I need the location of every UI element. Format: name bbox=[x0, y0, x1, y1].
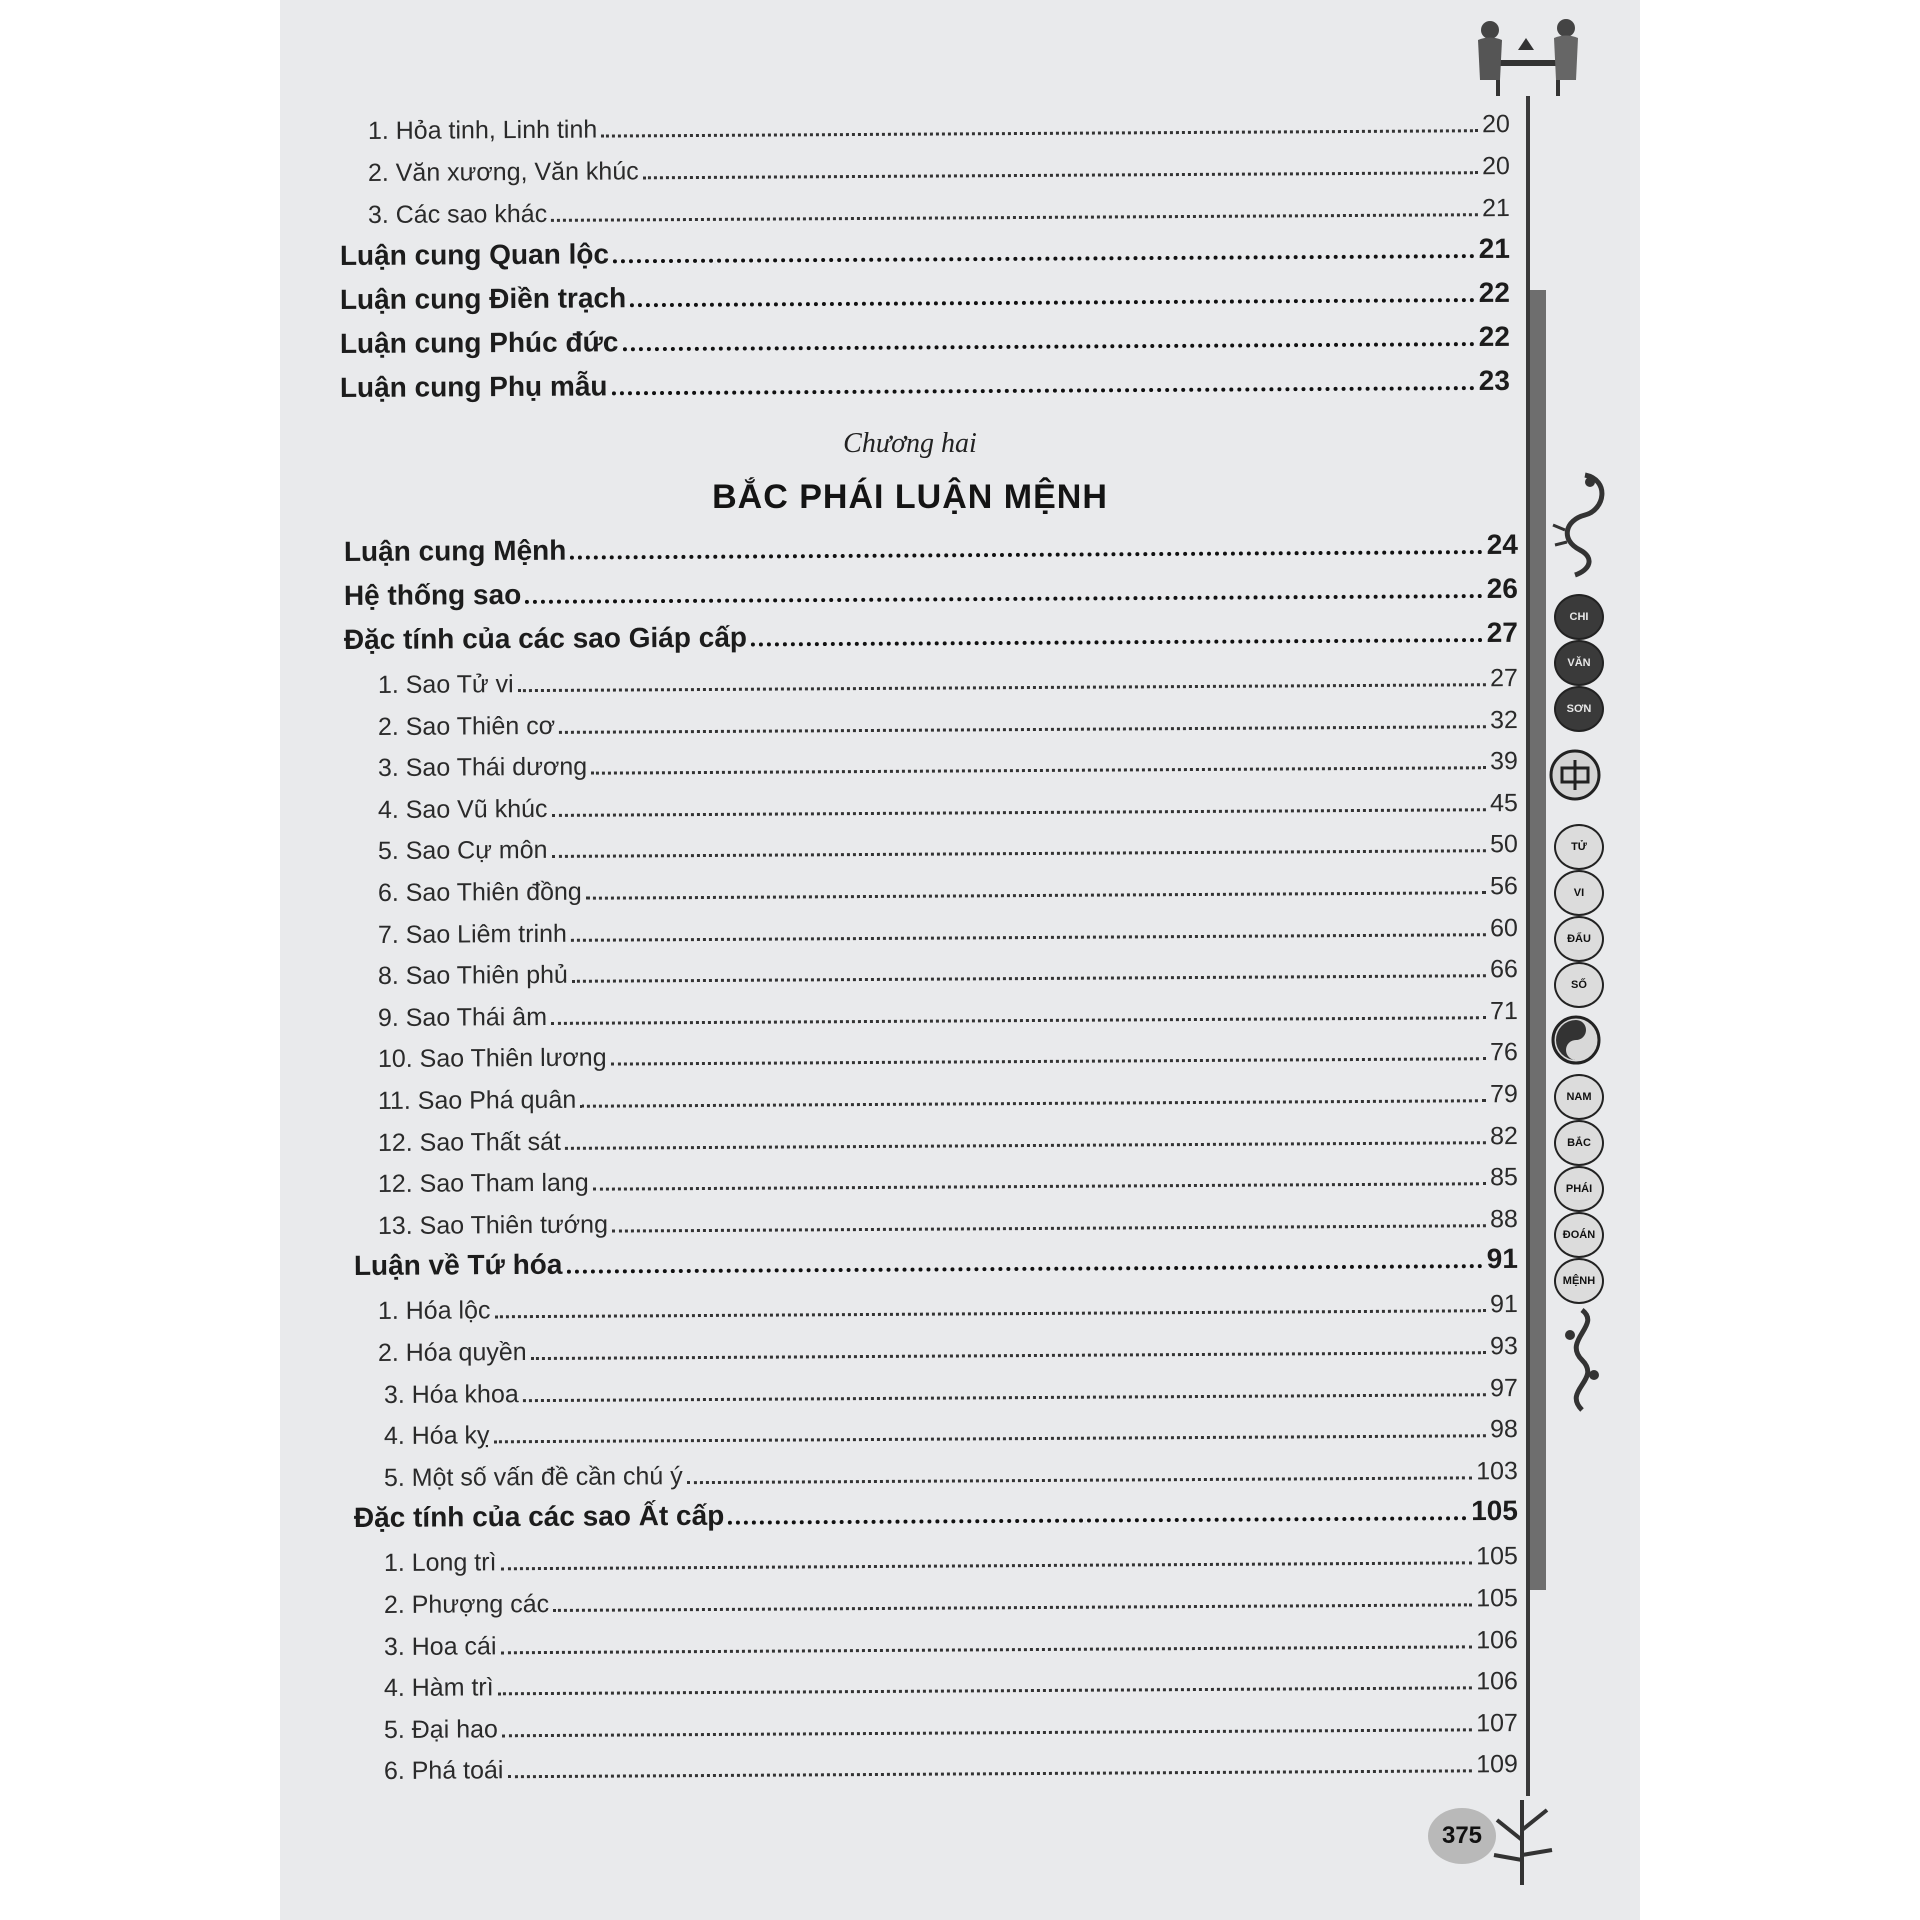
dot-leader bbox=[593, 1182, 1486, 1190]
toc-heading-row bbox=[340, 231, 1510, 272]
toc-entry-title: Đặc tính của các sao Giáp cấp bbox=[343, 621, 748, 655]
dot-leader bbox=[553, 1603, 1472, 1612]
toc-entry-row bbox=[384, 1621, 1518, 1662]
dot-leader bbox=[571, 933, 1486, 942]
side-badge: MỆNH bbox=[1554, 1258, 1604, 1304]
toc-page-number: 105 bbox=[1471, 1495, 1518, 1527]
toc-page-number: 82 bbox=[1489, 1121, 1518, 1150]
toc-entry-row bbox=[384, 1662, 1518, 1703]
side-badge: CHI bbox=[1554, 594, 1604, 640]
toc-entry-title: 1. Sao Tử vi bbox=[377, 670, 514, 699]
dot-leader bbox=[531, 1351, 1486, 1360]
side-badge: VĂN bbox=[1554, 640, 1604, 686]
toc-page-number: 20 bbox=[1481, 110, 1510, 139]
dot-leader bbox=[622, 342, 1474, 351]
dot-leader bbox=[643, 171, 1478, 179]
dot-leader bbox=[551, 213, 1478, 222]
toc-entry-title: 12. Sao Tham lang bbox=[377, 1168, 589, 1199]
side-badge: SƠN bbox=[1554, 686, 1604, 732]
dot-leader bbox=[601, 129, 1478, 137]
toc-entry-title: Luận cung Mệnh bbox=[343, 534, 567, 567]
toc-heading-row bbox=[354, 1241, 1518, 1282]
toc-page-number: 24 bbox=[1486, 528, 1518, 561]
toc-entry-title: Luận về Tứ hóa bbox=[353, 1249, 563, 1282]
toc-page-number: 109 bbox=[1476, 1750, 1518, 1779]
toc-entry-row bbox=[378, 1075, 1518, 1116]
toc-entry-title: 2. Sao Thiên cơ bbox=[377, 711, 556, 741]
toc-page-number: 26 bbox=[1486, 572, 1518, 605]
toc-entry-row bbox=[378, 659, 1518, 700]
toc-entry-title: 2. Hóa quyền bbox=[377, 1338, 527, 1367]
dot-leader bbox=[551, 808, 1486, 817]
dot-leader bbox=[611, 386, 1474, 395]
dot-leader bbox=[565, 1141, 1486, 1150]
chapter-label: Chương hai bbox=[843, 428, 977, 459]
toc-entry-title: Luận cung Điền trạch bbox=[339, 282, 627, 316]
toc-page-number: 27 bbox=[1486, 616, 1518, 649]
toc-entry-row bbox=[378, 950, 1518, 991]
toc-page-number: 106 bbox=[1476, 1667, 1518, 1696]
toc-page-number: 106 bbox=[1476, 1625, 1518, 1654]
toc-entry-title: Hệ thống sao bbox=[343, 578, 522, 611]
toc-entry-row bbox=[378, 1158, 1518, 1199]
toc-entry-row bbox=[368, 147, 1510, 188]
toc-page-number: 98 bbox=[1489, 1415, 1518, 1444]
side-badge: ĐẨU bbox=[1554, 916, 1604, 962]
toc-entry-title: 10. Sao Thiên lương bbox=[377, 1043, 607, 1074]
toc-page-number: 60 bbox=[1489, 913, 1518, 942]
toc-page-number: 71 bbox=[1489, 996, 1518, 1026]
toc-page-number: 23 bbox=[1478, 364, 1510, 397]
dot-leader bbox=[498, 1687, 1473, 1696]
dot-leader bbox=[612, 1224, 1486, 1232]
toc-entry-row bbox=[378, 1200, 1518, 1241]
dot-leader bbox=[559, 725, 1486, 734]
toc-page-number: 107 bbox=[1476, 1708, 1518, 1738]
toc-entry-title: 8. Sao Thiên phủ bbox=[377, 961, 568, 991]
toc-page-number: 39 bbox=[1489, 747, 1518, 776]
side-badge: NAM bbox=[1554, 1074, 1604, 1120]
toc-heading-row bbox=[344, 571, 1518, 612]
toc-entry-row bbox=[378, 909, 1518, 950]
toc-page-number: 45 bbox=[1489, 788, 1518, 818]
dot-leader bbox=[523, 1393, 1486, 1402]
chapter-title: BẮC PHÁI LUẬN MỆNH bbox=[712, 478, 1108, 516]
toc-entry-row bbox=[378, 1117, 1518, 1158]
toc-page-number: 21 bbox=[1481, 194, 1510, 223]
toc-page-number: 32 bbox=[1489, 705, 1518, 734]
toc-page-number: 91 bbox=[1489, 1290, 1518, 1319]
toc-page-number: 21 bbox=[1478, 232, 1510, 265]
dot-leader bbox=[551, 1016, 1486, 1025]
dot-leader bbox=[507, 1770, 1472, 1779]
toc-heading-row bbox=[340, 319, 1510, 360]
dot-leader bbox=[611, 1058, 1487, 1066]
toc-entry-title: 3. Sao Thái dương bbox=[377, 752, 588, 783]
dot-leader bbox=[751, 638, 1483, 646]
toc-entry-row bbox=[384, 1452, 1518, 1493]
toc-page-number: 20 bbox=[1481, 152, 1510, 181]
toc-page-number: 22 bbox=[1478, 276, 1510, 309]
toc-page-number: 22 bbox=[1478, 320, 1510, 353]
toc-entry-title: 9. Sao Thái âm bbox=[377, 1002, 548, 1032]
toc-heading-row bbox=[354, 1493, 1518, 1534]
toc-entry-title: Luận cung Phúc đức bbox=[339, 326, 619, 360]
toc-page-number: 56 bbox=[1489, 872, 1518, 901]
toc-page-number: 27 bbox=[1489, 664, 1518, 693]
dot-leader bbox=[570, 550, 1482, 560]
dot-leader bbox=[552, 850, 1487, 859]
toc-entry-title: Luận cung Quan lộc bbox=[339, 238, 610, 272]
toc-entry-row bbox=[378, 1033, 1518, 1074]
toc-page-number: 76 bbox=[1489, 1038, 1518, 1067]
toc-entry-row bbox=[378, 1327, 1518, 1368]
toc-entry-title: 4. Hóa kỵ bbox=[383, 1421, 490, 1451]
toc-entry-title: 1. Long trì bbox=[383, 1548, 497, 1578]
dot-leader bbox=[500, 1645, 1472, 1654]
toc-entry-row bbox=[384, 1579, 1518, 1620]
toc-heading-row bbox=[340, 363, 1510, 404]
toc-page-number: 105 bbox=[1476, 1584, 1518, 1613]
dot-leader bbox=[687, 1476, 1473, 1484]
toc-page-number: 50 bbox=[1489, 830, 1518, 859]
toc-page-number: 105 bbox=[1476, 1542, 1518, 1571]
toc-heading-row bbox=[344, 527, 1518, 568]
toc-entry-row bbox=[368, 189, 1510, 230]
toc-entry-title: 6. Sao Thiên đồng bbox=[377, 877, 582, 907]
toc-entry-title: 7. Sao Liêm trinh bbox=[377, 919, 567, 949]
toc-entry-row bbox=[384, 1704, 1518, 1745]
toc-page-number: 97 bbox=[1489, 1373, 1518, 1402]
dot-leader bbox=[591, 766, 1486, 774]
side-badge: TỬ bbox=[1554, 824, 1604, 870]
toc-page-number: 88 bbox=[1489, 1204, 1518, 1234]
toc-entry-title: 3. Hoa cái bbox=[383, 1631, 497, 1661]
toc-entry-title: 5. Đại hao bbox=[383, 1715, 498, 1744]
toc-entry-row bbox=[384, 1537, 1518, 1578]
toc-entry-title: 13. Sao Thiên tướng bbox=[377, 1210, 609, 1240]
dot-leader bbox=[613, 254, 1475, 263]
toc-entry-title: 12. Sao Thất sát bbox=[377, 1127, 561, 1157]
toc-entry-row bbox=[384, 1745, 1518, 1786]
side-badge: SỐ bbox=[1554, 962, 1604, 1008]
toc-page-number: 66 bbox=[1489, 955, 1518, 984]
dot-leader bbox=[525, 594, 1483, 604]
toc-entry-title: 5. Sao Cự môn bbox=[377, 836, 548, 866]
dot-leader bbox=[572, 974, 1486, 983]
toc-entry-row bbox=[384, 1369, 1518, 1410]
toc-entry-row bbox=[378, 867, 1518, 908]
dot-leader bbox=[494, 1434, 1487, 1443]
page-number: 375 bbox=[1428, 1808, 1496, 1864]
toc-entry-title: 1. Hóa lộc bbox=[377, 1296, 491, 1326]
toc-page-number: 91 bbox=[1486, 1243, 1518, 1275]
toc-entry-title: 1. Hỏa tinh, Linh tinh bbox=[367, 115, 598, 146]
toc-entry-row bbox=[378, 742, 1518, 783]
toc-heading-row bbox=[344, 615, 1518, 656]
side-badge: ĐOÁN bbox=[1554, 1212, 1604, 1258]
toc-heading-row bbox=[340, 275, 1510, 316]
dot-leader bbox=[501, 1562, 1473, 1571]
side-badge: VI bbox=[1554, 870, 1604, 916]
dot-leader bbox=[502, 1728, 1472, 1737]
toc-page-number: 85 bbox=[1489, 1163, 1518, 1192]
toc-entry-row bbox=[378, 825, 1518, 866]
dot-leader bbox=[494, 1310, 1486, 1319]
toc-entry-row bbox=[378, 992, 1518, 1033]
dot-leader bbox=[586, 891, 1486, 899]
toc-entry-title: 6. Phá toái bbox=[383, 1756, 504, 1786]
toc-entry-title: Luận cung Phụ mẫu bbox=[339, 370, 608, 404]
toc-entry-title: 3. Các sao khác bbox=[367, 199, 548, 230]
toc-entry-row bbox=[378, 784, 1518, 825]
toc-entry-title: 2. Phượng các bbox=[383, 1589, 550, 1619]
dot-leader bbox=[630, 298, 1475, 307]
toc-entry-title: Đặc tính của các sao Ất cấp bbox=[353, 1500, 725, 1534]
toc-entry-title: 5. Một số vấn đề cần chú ý bbox=[383, 1461, 683, 1492]
toc-entry-row bbox=[384, 1410, 1518, 1451]
toc-entry-title: 11. Sao Phá quân bbox=[377, 1085, 577, 1115]
dot-leader bbox=[566, 1264, 1482, 1274]
side-badge: BẮC bbox=[1554, 1120, 1604, 1166]
toc-page-number: 93 bbox=[1489, 1332, 1518, 1361]
toc-page-number: 79 bbox=[1489, 1080, 1518, 1109]
dot-leader bbox=[518, 683, 1486, 692]
toc-entry-title: 2. Văn xương, Văn khúc bbox=[367, 157, 639, 188]
toc-entry-row bbox=[368, 105, 1510, 146]
toc-entry-title: 4. Hàm trì bbox=[383, 1673, 494, 1703]
toc-entry-row bbox=[378, 1285, 1518, 1326]
toc-page-number: 103 bbox=[1476, 1456, 1518, 1486]
toc-entry-row bbox=[378, 701, 1518, 742]
side-badge: PHÁI bbox=[1554, 1166, 1604, 1212]
toc-entry-title: 4. Sao Vũ khúc bbox=[377, 794, 548, 824]
toc-entry-title: 3. Hóa khoa bbox=[383, 1379, 519, 1409]
dot-leader bbox=[728, 1517, 1467, 1526]
dot-leader bbox=[580, 1099, 1486, 1108]
